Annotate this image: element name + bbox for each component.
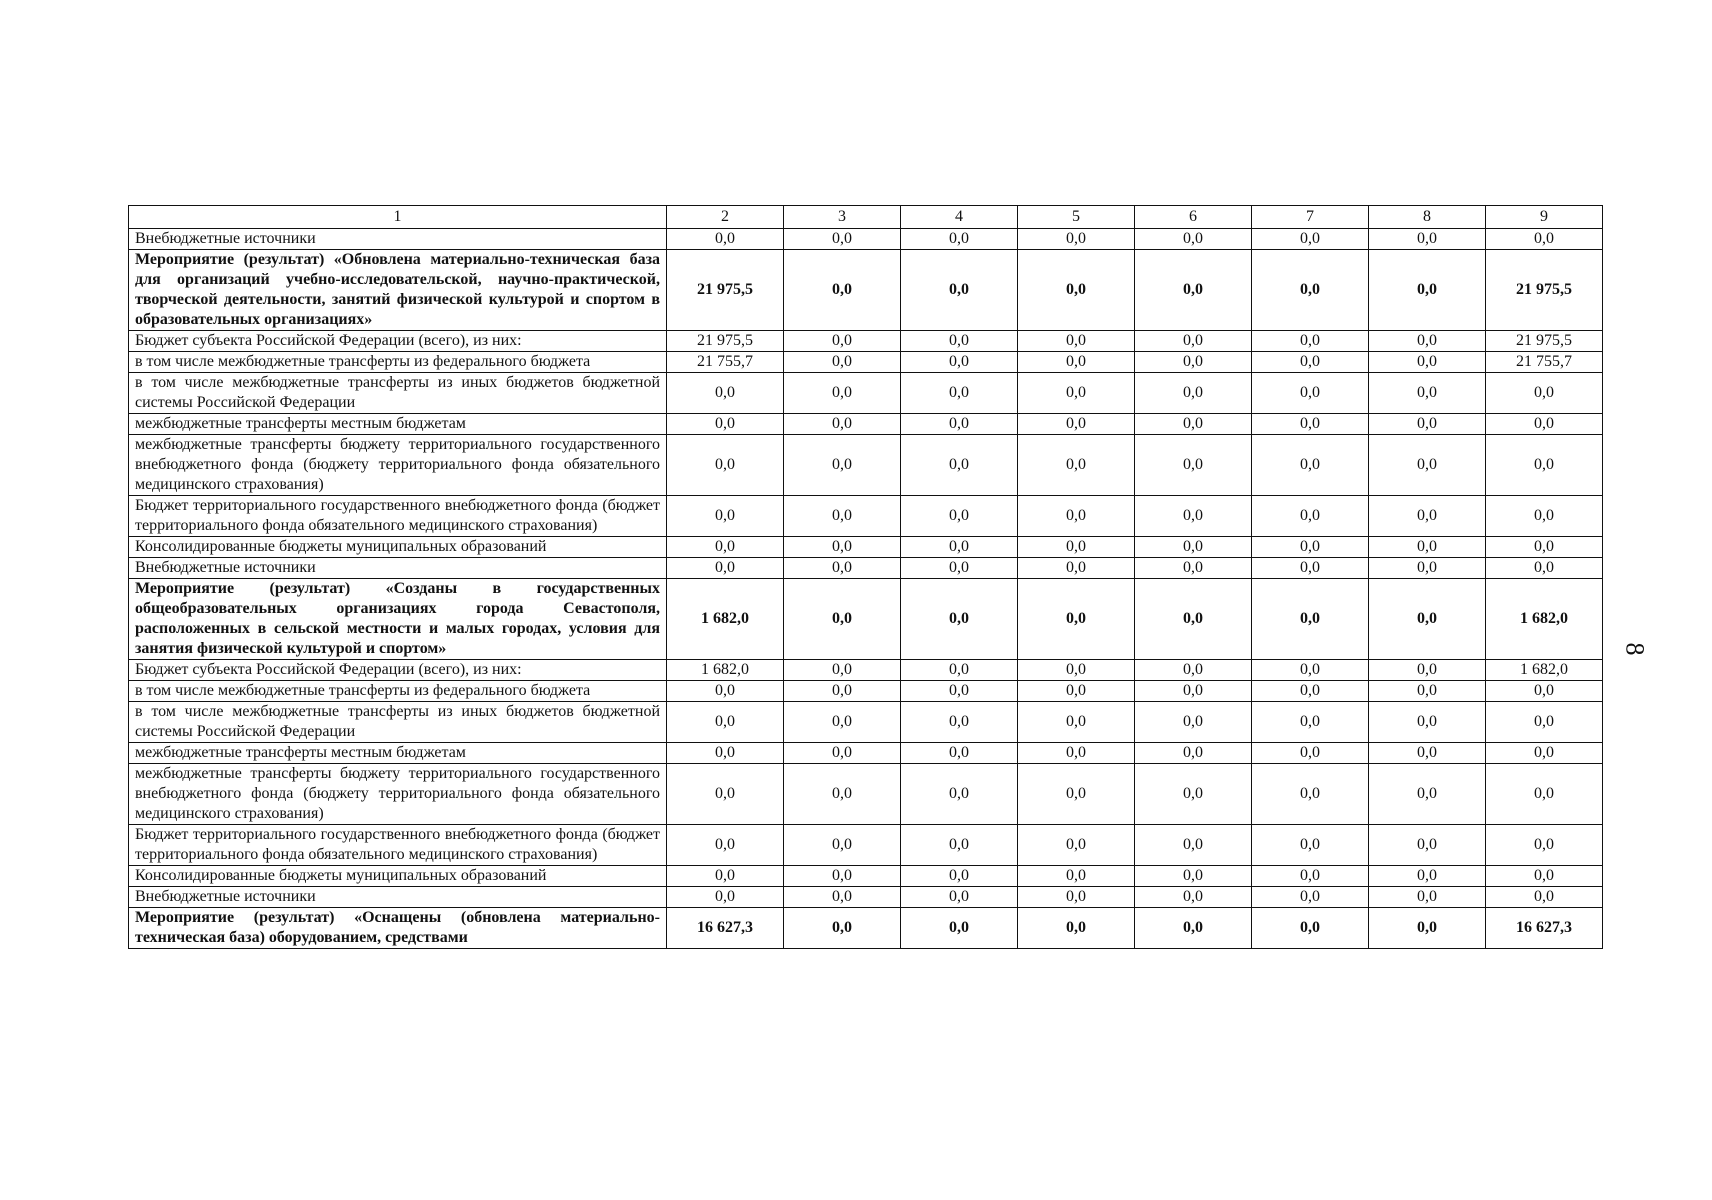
value-cell: 0,0	[1252, 764, 1369, 825]
value-cell: 0,0	[1369, 764, 1486, 825]
value-cell: 0,0	[901, 908, 1018, 949]
table-row	[129, 743, 1603, 764]
column-header: 2	[667, 206, 784, 229]
column-header: 8	[1369, 206, 1486, 229]
value-cell: 0,0	[1018, 702, 1135, 743]
value-cell: 0,0	[667, 866, 784, 887]
value-cell: 0,0	[784, 887, 901, 908]
value-cell: 0,0	[1486, 373, 1603, 414]
value-cell: 0,0	[901, 435, 1018, 496]
value-cell: 0,0	[1369, 681, 1486, 702]
value-cell: 21 755,7	[667, 352, 784, 373]
value-cell: 0,0	[784, 414, 901, 435]
value-cell: 0,0	[1369, 702, 1486, 743]
value-cell: 0,0	[1135, 435, 1252, 496]
value-cell: 0,0	[1135, 537, 1252, 558]
row-label: Бюджет территориального государственного внебюджетного фонда (бюджет территориального фонда обязательного медицинского страхования)	[129, 496, 667, 537]
row-label: Бюджет территориального государственного внебюджетного фонда (бюджет территориального фонда обязательного медицинского страхования)	[129, 825, 667, 866]
row-label: в том числе межбюджетные трансферты из иных бюджетов бюджетной системы Российской Федерации	[129, 373, 667, 414]
value-cell: 0,0	[1369, 352, 1486, 373]
value-cell: 0,0	[1135, 229, 1252, 250]
table-row	[129, 496, 1603, 537]
table-row	[129, 660, 1603, 681]
value-cell: 0,0	[667, 537, 784, 558]
value-cell: 0,0	[1135, 825, 1252, 866]
value-cell: 0,0	[1135, 579, 1252, 660]
value-cell: 0,0	[1486, 558, 1603, 579]
value-cell: 0,0	[901, 764, 1018, 825]
value-cell: 0,0	[1252, 373, 1369, 414]
value-cell: 0,0	[1018, 825, 1135, 866]
value-cell: 0,0	[1252, 579, 1369, 660]
value-cell: 0,0	[784, 435, 901, 496]
value-cell: 16 627,3	[667, 908, 784, 949]
value-cell: 0,0	[784, 352, 901, 373]
row-label: Внебюджетные источники	[129, 887, 667, 908]
value-cell: 0,0	[1252, 331, 1369, 352]
row-label: Бюджет субъекта Российской Федерации (всего), из них:	[129, 331, 667, 352]
value-cell: 0,0	[1018, 681, 1135, 702]
value-cell: 0,0	[1486, 681, 1603, 702]
value-cell: 1 682,0	[1486, 579, 1603, 660]
value-cell: 0,0	[1486, 764, 1603, 825]
value-cell: 0,0	[1486, 537, 1603, 558]
value-cell: 0,0	[1252, 908, 1369, 949]
row-label: в том числе межбюджетные трансферты из федерального бюджета	[129, 681, 667, 702]
value-cell: 0,0	[784, 908, 901, 949]
row-label: межбюджетные трансферты бюджету территориального государственного внебюджетного фонда (бюджету территориального фонда обязательного медицинского страхования)	[129, 764, 667, 825]
row-label: в том числе межбюджетные трансферты из федерального бюджета	[129, 352, 667, 373]
value-cell: 0,0	[667, 496, 784, 537]
value-cell: 1 682,0	[667, 579, 784, 660]
value-cell: 0,0	[667, 373, 784, 414]
value-cell: 0,0	[1135, 743, 1252, 764]
value-cell: 0,0	[1252, 825, 1369, 866]
value-cell: 0,0	[784, 558, 901, 579]
value-cell: 0,0	[1486, 887, 1603, 908]
value-cell: 0,0	[1252, 887, 1369, 908]
value-cell: 0,0	[784, 681, 901, 702]
value-cell: 0,0	[667, 702, 784, 743]
value-cell: 0,0	[1018, 743, 1135, 764]
value-cell: 0,0	[1252, 702, 1369, 743]
value-cell: 0,0	[1369, 579, 1486, 660]
value-cell: 0,0	[1018, 866, 1135, 887]
value-cell: 0,0	[1135, 373, 1252, 414]
value-cell: 0,0	[667, 887, 784, 908]
column-header-row	[129, 206, 1603, 229]
value-cell: 0,0	[1369, 743, 1486, 764]
value-cell: 0,0	[1018, 660, 1135, 681]
value-cell: 0,0	[1135, 558, 1252, 579]
value-cell: 0,0	[667, 825, 784, 866]
row-label: межбюджетные трансферты местным бюджетам	[129, 414, 667, 435]
value-cell: 0,0	[784, 825, 901, 866]
value-cell: 0,0	[1018, 352, 1135, 373]
table-body	[129, 206, 1603, 949]
value-cell: 0,0	[901, 331, 1018, 352]
value-cell: 0,0	[784, 764, 901, 825]
value-cell: 0,0	[1252, 866, 1369, 887]
value-cell: 0,0	[1369, 435, 1486, 496]
value-cell: 0,0	[1018, 414, 1135, 435]
value-cell: 0,0	[1018, 558, 1135, 579]
table-row	[129, 435, 1603, 496]
row-label: межбюджетные трансферты бюджету территориального государственного внебюджетного фонда (бюджету территориального фонда обязательного медицинского страхования)	[129, 435, 667, 496]
value-cell: 0,0	[1252, 537, 1369, 558]
value-cell: 0,0	[784, 250, 901, 331]
value-cell: 0,0	[1018, 496, 1135, 537]
value-cell: 0,0	[1252, 352, 1369, 373]
value-cell: 0,0	[901, 250, 1018, 331]
row-label: Бюджет субъекта Российской Федерации (всего), из них:	[129, 660, 667, 681]
value-cell: 0,0	[1369, 887, 1486, 908]
value-cell: 0,0	[784, 229, 901, 250]
value-cell: 0,0	[1252, 435, 1369, 496]
value-cell: 0,0	[667, 764, 784, 825]
value-cell: 0,0	[1252, 558, 1369, 579]
value-cell: 0,0	[901, 537, 1018, 558]
value-cell: 0,0	[1369, 331, 1486, 352]
value-cell: 0,0	[1018, 250, 1135, 331]
value-cell: 0,0	[1135, 414, 1252, 435]
value-cell: 0,0	[667, 558, 784, 579]
row-label: Внебюджетные источники	[129, 558, 667, 579]
value-cell: 0,0	[784, 660, 901, 681]
value-cell: 0,0	[1135, 250, 1252, 331]
value-cell: 0,0	[1369, 908, 1486, 949]
column-header: 9	[1486, 206, 1603, 229]
value-cell: 0,0	[901, 373, 1018, 414]
value-cell: 0,0	[901, 887, 1018, 908]
value-cell: 16 627,3	[1486, 908, 1603, 949]
value-cell: 21 975,5	[1486, 250, 1603, 331]
value-cell: 0,0	[901, 743, 1018, 764]
table-row	[129, 229, 1603, 250]
table-row	[129, 681, 1603, 702]
value-cell: 0,0	[901, 866, 1018, 887]
value-cell: 0,0	[1486, 702, 1603, 743]
value-cell: 0,0	[1018, 887, 1135, 908]
value-cell: 0,0	[1018, 908, 1135, 949]
value-cell: 0,0	[1369, 558, 1486, 579]
value-cell: 0,0	[1135, 866, 1252, 887]
value-cell: 1 682,0	[667, 660, 784, 681]
value-cell: 0,0	[784, 537, 901, 558]
budget-table	[128, 205, 1603, 949]
value-cell: 0,0	[784, 743, 901, 764]
value-cell: 0,0	[667, 681, 784, 702]
value-cell: 0,0	[1486, 825, 1603, 866]
row-label: Мероприятие (результат) «Обновлена материально-техническая база для организаций учебно-исследовательской, научно-практической, творческой деятельности, занятий физической культурой и спортом в образовательных организациях»	[129, 250, 667, 331]
value-cell: 0,0	[1369, 496, 1486, 537]
value-cell: 1 682,0	[1486, 660, 1603, 681]
value-cell: 0,0	[1018, 373, 1135, 414]
value-cell: 0,0	[784, 702, 901, 743]
value-cell: 0,0	[1135, 887, 1252, 908]
table-row	[129, 373, 1603, 414]
value-cell: 0,0	[1135, 331, 1252, 352]
table-row	[129, 764, 1603, 825]
table-row	[129, 866, 1603, 887]
value-cell: 0,0	[784, 866, 901, 887]
row-label: Консолидированные бюджеты муниципальных образований	[129, 537, 667, 558]
table-row	[129, 331, 1603, 352]
value-cell: 0,0	[1252, 496, 1369, 537]
value-cell: 0,0	[1369, 660, 1486, 681]
value-cell: 0,0	[1369, 250, 1486, 331]
value-cell: 0,0	[1252, 660, 1369, 681]
table-row-measure	[129, 908, 1603, 949]
value-cell: 0,0	[1135, 908, 1252, 949]
value-cell: 0,0	[1018, 579, 1135, 660]
value-cell: 0,0	[1369, 229, 1486, 250]
value-cell: 0,0	[1369, 414, 1486, 435]
value-cell: 0,0	[1135, 352, 1252, 373]
value-cell: 0,0	[1252, 250, 1369, 331]
value-cell: 0,0	[1018, 435, 1135, 496]
table-row-measure	[129, 250, 1603, 331]
value-cell: 0,0	[901, 496, 1018, 537]
value-cell: 0,0	[667, 414, 784, 435]
table-row	[129, 825, 1603, 866]
value-cell: 0,0	[901, 352, 1018, 373]
column-header: 3	[784, 206, 901, 229]
value-cell: 0,0	[1486, 743, 1603, 764]
value-cell: 0,0	[1486, 496, 1603, 537]
page-number: 8	[1620, 642, 1650, 656]
value-cell: 0,0	[1369, 373, 1486, 414]
value-cell: 0,0	[1135, 681, 1252, 702]
value-cell: 0,0	[901, 229, 1018, 250]
row-label: Внебюджетные источники	[129, 229, 667, 250]
value-cell: 0,0	[1486, 414, 1603, 435]
table-row-measure	[129, 579, 1603, 660]
value-cell: 0,0	[1135, 702, 1252, 743]
value-cell: 0,0	[784, 331, 901, 352]
value-cell: 0,0	[1486, 435, 1603, 496]
value-cell: 0,0	[1252, 681, 1369, 702]
table-row	[129, 887, 1603, 908]
value-cell: 0,0	[1018, 537, 1135, 558]
value-cell: 0,0	[1018, 331, 1135, 352]
value-cell: 0,0	[1018, 764, 1135, 825]
value-cell: 0,0	[1135, 660, 1252, 681]
table-row	[129, 352, 1603, 373]
column-header: 4	[901, 206, 1018, 229]
value-cell: 0,0	[901, 579, 1018, 660]
row-label: Консолидированные бюджеты муниципальных образований	[129, 866, 667, 887]
value-cell: 0,0	[901, 681, 1018, 702]
value-cell: 0,0	[901, 558, 1018, 579]
value-cell: 21 975,5	[667, 250, 784, 331]
table-row	[129, 414, 1603, 435]
column-header: 5	[1018, 206, 1135, 229]
value-cell: 0,0	[667, 229, 784, 250]
column-header: 6	[1135, 206, 1252, 229]
value-cell: 0,0	[784, 579, 901, 660]
table-row	[129, 702, 1603, 743]
row-label: межбюджетные трансферты местным бюджетам	[129, 743, 667, 764]
value-cell: 0,0	[667, 743, 784, 764]
value-cell: 0,0	[1369, 866, 1486, 887]
row-label: Мероприятие (результат) «Созданы в государственных общеобразовательных организациях города Севастополя, расположенных в сельской местности и малых городах, условия для занятия физической культурой и спортом»	[129, 579, 667, 660]
value-cell: 0,0	[1135, 764, 1252, 825]
table-row	[129, 537, 1603, 558]
value-cell: 0,0	[784, 496, 901, 537]
row-label: Мероприятие (результат) «Оснащены (обновлена материально-техническая база) оборудованием, средствами	[129, 908, 667, 949]
value-cell: 21 755,7	[1486, 352, 1603, 373]
value-cell: 0,0	[667, 435, 784, 496]
row-label: в том числе межбюджетные трансферты из иных бюджетов бюджетной системы Российской Федерации	[129, 702, 667, 743]
value-cell: 0,0	[901, 414, 1018, 435]
value-cell: 21 975,5	[667, 331, 784, 352]
value-cell: 0,0	[784, 373, 901, 414]
value-cell: 21 975,5	[1486, 331, 1603, 352]
value-cell: 0,0	[1252, 743, 1369, 764]
column-header: 1	[129, 206, 667, 229]
value-cell: 0,0	[1486, 866, 1603, 887]
value-cell: 0,0	[1369, 537, 1486, 558]
value-cell: 0,0	[901, 825, 1018, 866]
value-cell: 0,0	[1369, 825, 1486, 866]
value-cell: 0,0	[1486, 229, 1603, 250]
column-header: 7	[1252, 206, 1369, 229]
value-cell: 0,0	[1018, 229, 1135, 250]
value-cell: 0,0	[1252, 414, 1369, 435]
value-cell: 0,0	[1135, 496, 1252, 537]
value-cell: 0,0	[1252, 229, 1369, 250]
table-row	[129, 558, 1603, 579]
value-cell: 0,0	[901, 660, 1018, 681]
value-cell: 0,0	[901, 702, 1018, 743]
